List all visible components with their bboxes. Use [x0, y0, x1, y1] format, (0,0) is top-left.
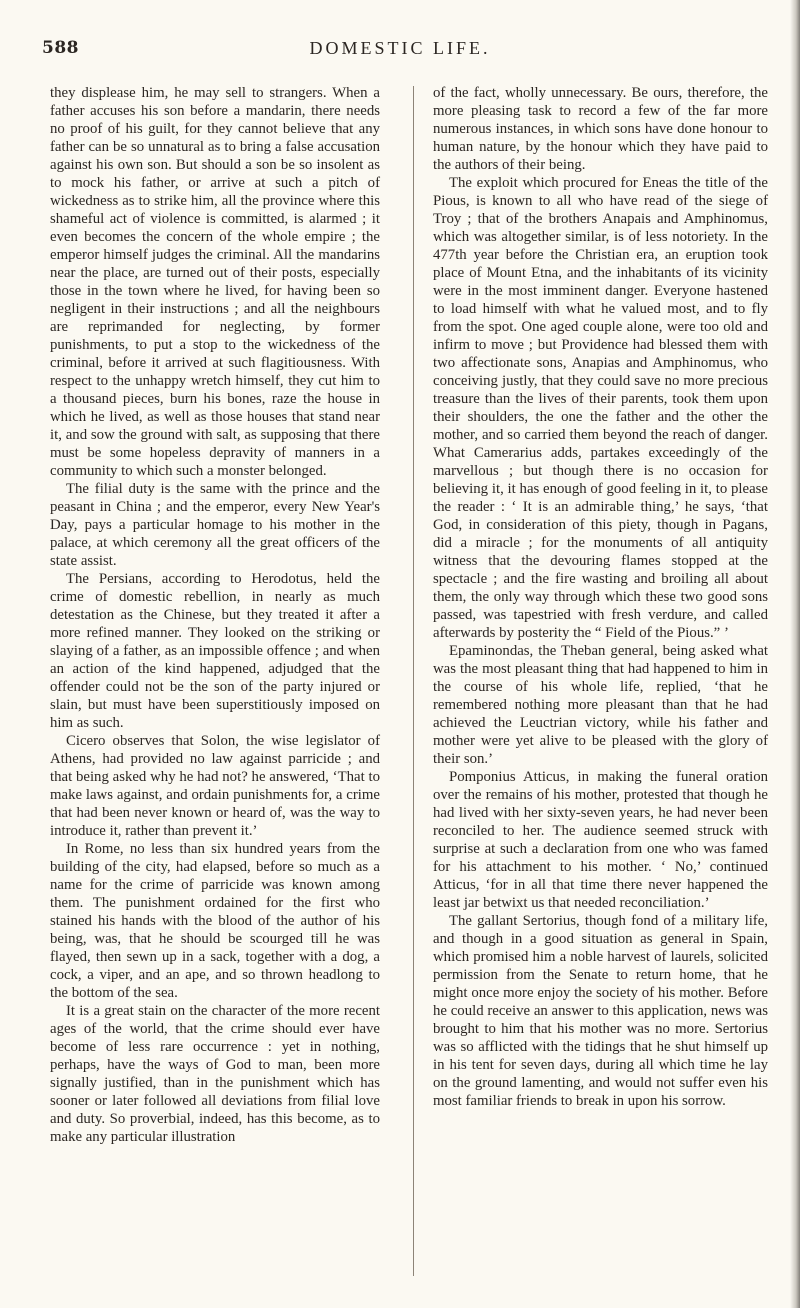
- paragraph: they displease him, he may sell to strangers. When a father accuses his son before a mandarin, there needs no proof of his guilt, for they cannot believe that any father can be so unnatural as to bring a false accusation against his own son. But should a son be so insolent as to mock his father, or arrive at such a pitch of wickedness as to strike him, all the province where this shameful act of violence is committed, is alarmed ; it even becomes the concern of the whole empire ; the emperor himself judges the criminal. All the mandarins near the place, are turned out of their posts, especially those in the town where he lived, for having been so negligent in their instructions ; and all the neighbours are reprimanded for neglecting, by former punishments, to put a stop to the wickedness of the criminal, before it arrived at such flagitiousness. With respect to the unhappy wretch himself, they cut him to a thousand pieces, burn his bones, raze the house in which he lived, as well as those houses that stand near it, and sow the ground with salt, as supposing that there must be some hopeless depravity of manners in a community to which such a monster belonged.: [50, 85, 380, 479]
- paragraph: It is a great stain on the character of the more recent ages of the world, that the crime should ever have become of less rare occurrence : yet in nothing, perhaps, have the ways of God to man, been more signally justified, than in the punishment which has sooner or later followed all deviations from filial love and duty. So proverbial, indeed, has this become, as to make any particular illustration: [50, 1003, 380, 1145]
- paragraph: Pomponius Atticus, in making the funeral oration over the remains of his mother, protested that though he had lived with her sixty-seven years, he had never been reconciled to her. The audience seemed struck with surprise at such a declaration from one who was famed for his attachment to his mother. ‘ No,’ continued Atticus, ‘for in all that time there never happened the least jar betwixt us that needed reconciliation.’: [433, 769, 768, 911]
- paragraph: Cicero observes that Solon, the wise legislator of Athens, had provided no law against parricide ; and that being asked why he had not? he answered, ‘That to make laws against, and ordain punishments for, a crime that had been never known or heard of, was the way to introduce it, rather than prevent it.’: [50, 733, 380, 839]
- left-column: [50, 84, 380, 1146]
- paragraph: Epaminondas, the Theban general, being asked what was the most pleasant thing that had happened to him in the course of his whole life, replied, ‘that he remembered nothing more pleasant than that he had achieved the Leuctrian victory, while his father and mother were yet alive to be pleased with the glory of their son.’: [433, 643, 768, 767]
- paragraph: of the fact, wholly unnecessary. Be ours, therefore, the more pleasing task to record a few of the far more numerous instances, in which sons have done honour to human nature, by the honour which they have paid to the authors of their being.: [433, 85, 768, 173]
- paragraph: The gallant Sertorius, though fond of a military life, and though in a good situation as general in Spain, which promised him a noble harvest of laurels, solicited permission from the Senate to return home, that he might once more enjoy the society of his mother. Before he could receive an answer to this application, news was brought to him that his mother was no more. Sertorius was so afflicted with the tidings that he shut himself up in his tent for seven days, during all which time he lay on the ground lamenting, and would not suffer even his most familiar friends to break in upon his sorrow.: [433, 913, 768, 1109]
- page-number: 588: [42, 38, 79, 58]
- page-edge-shadow: [790, 0, 800, 1308]
- right-column: [433, 84, 768, 1110]
- paragraph: The exploit which procured for Eneas the title of the Pious, is known to all who have read of the siege of Troy ; that of the brothers Anapais and Amphinomus, which was altogether similar, is of less notoriety. In the 477th year before the Christian era, an eruption took place of Mount Etna, and the inhabitants of its vicinity were in the most imminent danger. Everyone hastened to load himself with what he valued most, and to fly from the spot. One aged couple alone, were too old and infirm to move ; but Providence had blessed them with two affectionate sons, Anapias and Amphinomus, who conceiving justly, that they could save no more precious treasure than the lives of their parents, took them upon their shoulders, the one the father and the other the mother, and so carried them beyond the reach of danger. What Camerarius adds, partakes exceedingly of the marvellous ; but though there is no occasion for believing it, it has enough of good feeling in it, to please the reader : ‘ It is an admirable thing,’ he says, ‘that God, in consideration of this piety, though in Pagans, did a miracle ; for the monuments of all antiquity witness that the devouring flames stopped at the spectacle ; and the fire wasting and broiling all about them, the only way through which these two good sons passed, was tapestried with fresh verdure, and called afterwards by posterity the “ Field of the Pious.” ’: [433, 175, 768, 641]
- paragraph: The filial duty is the same with the prince and the peasant in China ; and the emperor, every New Year's Day, pays a particular homage to his mother in the palace, at which ceremony all the great officers of the state assist.: [50, 481, 380, 569]
- paragraph: The Persians, according to Herodotus, held the crime of domestic rebellion, in nearly as much detestation as the Chinese, but they treated it after a more refined manner. They looked on the striking or slaying of a father, as an impossible offence ; and when an action of the kind happened, adjudged that the offender could not be the son of the party injured or slain, but must have been superstitiously imposed on him as such.: [50, 571, 380, 731]
- column-divider: [413, 86, 414, 1276]
- running-title: DOMESTIC LIFE.: [309, 38, 491, 58]
- paragraph: In Rome, no less than six hundred years from the building of the city, had elapsed, before so much as a name for the crime of parricide was known among them. The punishment ordained for the first who stained his hands with the blood of the author of his being, was, that he should be scourged till he was flayed, then sewn up in a sack, together with a dog, a cock, a viper, and an ape, and so thrown headlong to the bottom of the sea.: [50, 841, 380, 1001]
- page-header: [40, 30, 760, 70]
